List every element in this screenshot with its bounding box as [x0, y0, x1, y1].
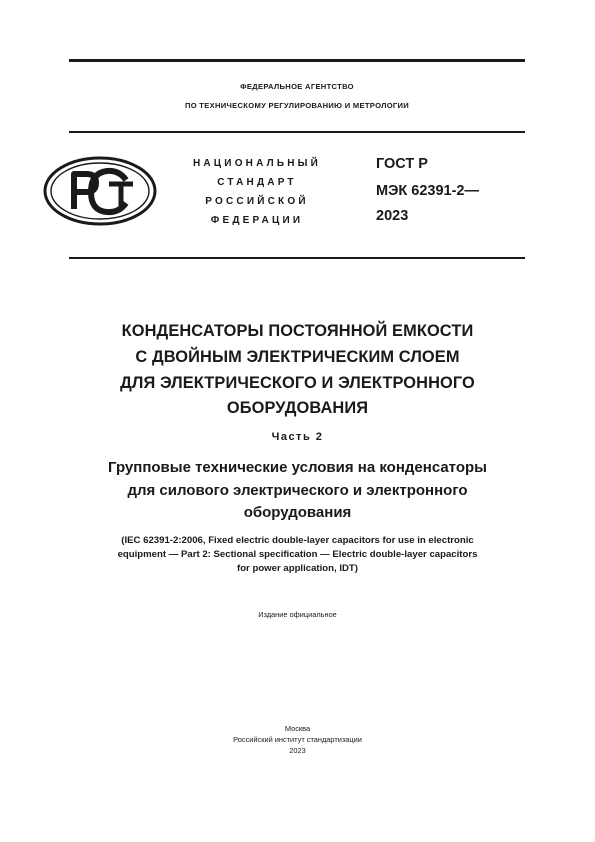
edition-label: Издание официальное	[258, 610, 337, 619]
standard-type-line-3: РОССИЙСКОЙ	[205, 196, 309, 207]
gost-r-logo	[43, 156, 157, 226]
part-label: Часть 2	[271, 431, 324, 443]
iec-reference-line-1: (IEC 62391-2:2006, Fixed electric double-layer capacitors for use in electronic	[121, 535, 474, 546]
gost-r-emblem-icon	[43, 156, 157, 226]
top-rule	[69, 59, 525, 62]
imprint-publisher: Российский институт стандартизации	[233, 735, 362, 744]
designation-line-1: ГОСТ Р	[376, 156, 428, 172]
designation-line-3: 2023	[376, 208, 409, 224]
agency-line-2: ПО ТЕХНИЧЕСКОМУ РЕГУЛИРОВАНИЮ И МЕТРОЛОГИИ	[184, 101, 410, 110]
iec-reference-line-3: for power application, IDT)	[237, 563, 358, 574]
header-bottom-rule	[69, 257, 525, 259]
standard-type-line-2: СТАНДАРТ	[217, 177, 297, 188]
subtitle-line-1: Групповые технические условия на конденсаторы	[108, 459, 487, 476]
imprint-year: 2023	[289, 746, 306, 755]
title-line-3: ДЛЯ ЭЛЕКТРИЧЕСКОГО И ЭЛЕКТРОННОГО	[120, 374, 475, 392]
agency-line-1: ФЕДЕРАЛЬНОЕ АГЕНТСТВО	[240, 82, 354, 91]
imprint-city: Москва	[284, 724, 311, 733]
subtitle-line-3: оборудования	[243, 504, 352, 521]
agency-rule	[69, 131, 525, 133]
designation-line-2: МЭК 62391-2—	[376, 183, 479, 199]
title-line-1: КОНДЕНСАТОРЫ ПОСТОЯННОЙ ЕМКОСТИ	[121, 322, 474, 340]
iec-reference-line-2: equipment — Part 2: Sectional specification — Electric double-layer capacitors	[117, 549, 478, 560]
standard-type-line-1: НАЦИОНАЛЬНЫЙ	[192, 158, 322, 169]
title-line-2: С ДВОЙНЫМ ЭЛЕКТРИЧЕСКИМ СЛОЕМ	[135, 348, 460, 366]
subtitle-line-2: для силового электрического и электронного	[127, 482, 468, 499]
standard-type-line-4: ФЕДЕРАЦИИ	[210, 215, 304, 226]
title-line-4: ОБОРУДОВАНИЯ	[226, 399, 369, 417]
